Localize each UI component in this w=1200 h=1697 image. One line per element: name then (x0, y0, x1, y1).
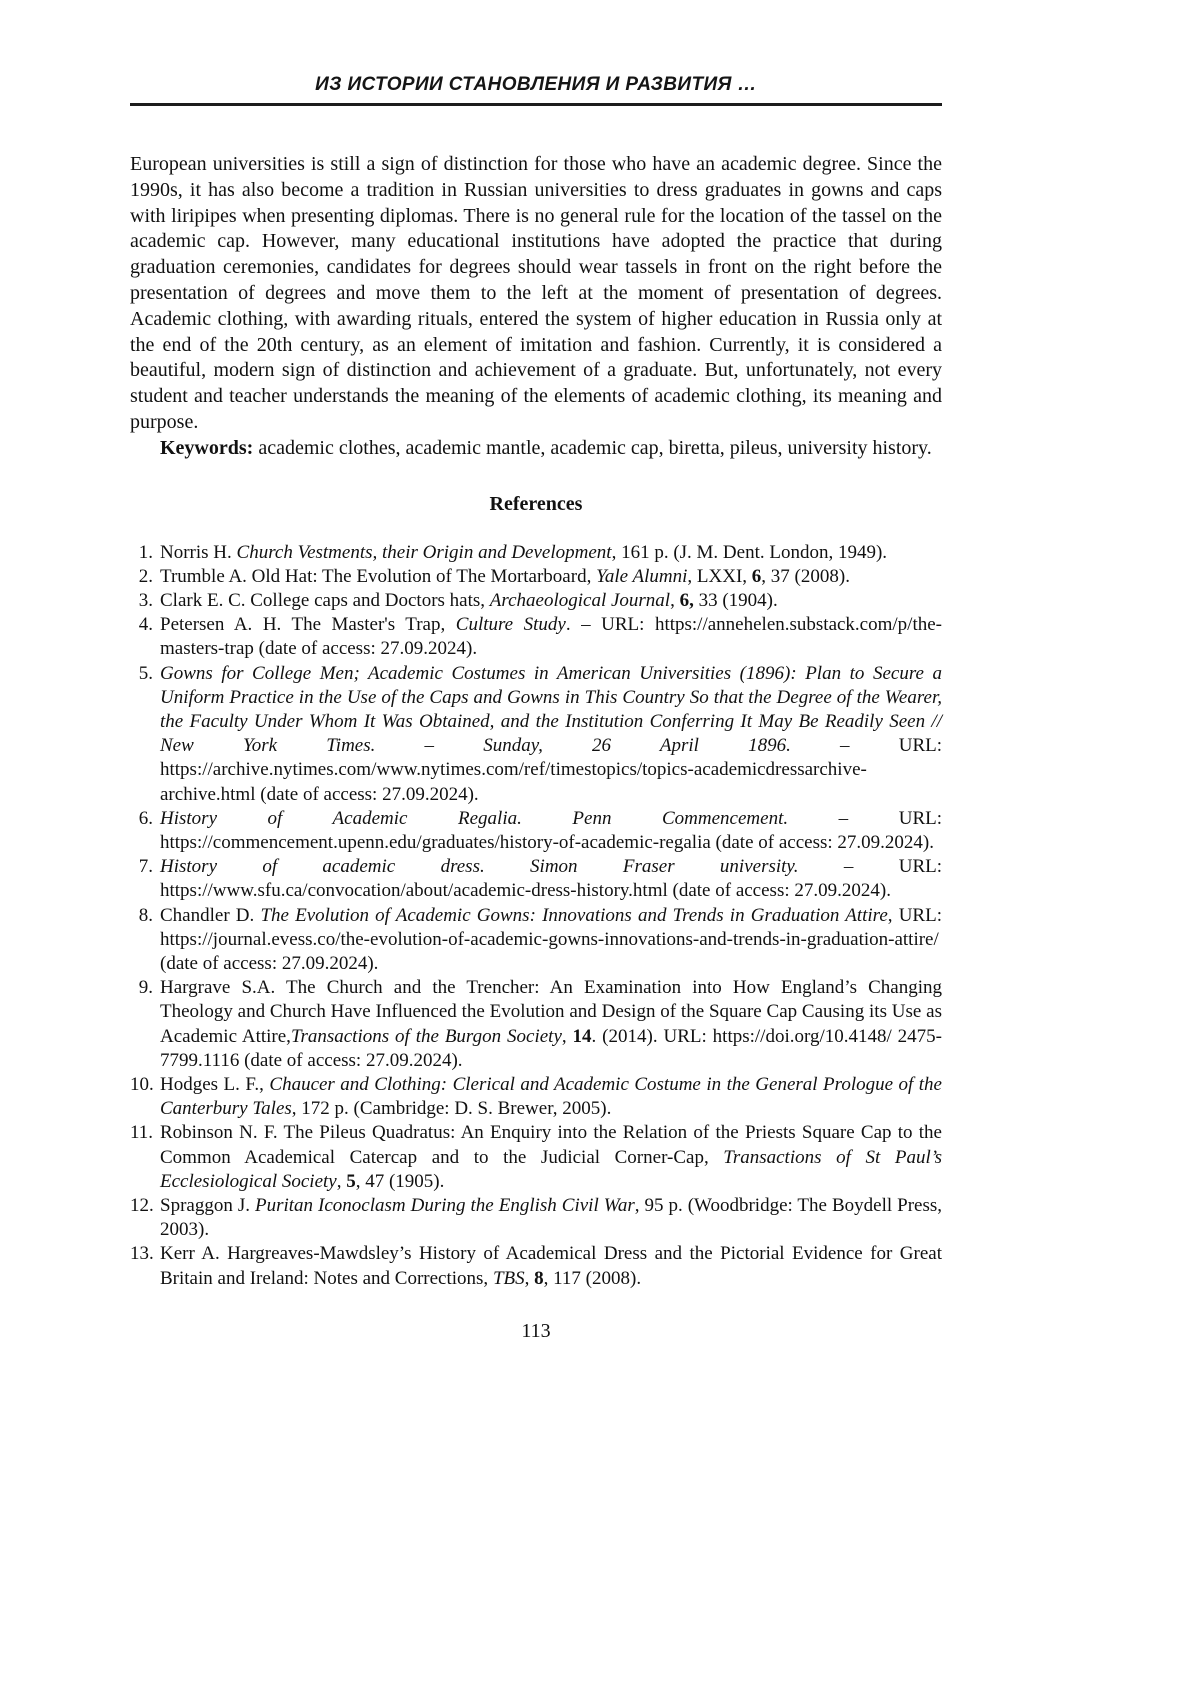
reference-number: 2. (138, 565, 153, 587)
reference-item (130, 613, 942, 661)
reference-text (160, 905, 942, 974)
reference-text (160, 1243, 942, 1288)
reference-item (130, 541, 942, 565)
keywords-text: academic clothes, academic mantle, academic cap, biretta, pileus, university history. (258, 436, 932, 459)
reference-segment: , (524, 1267, 535, 1289)
reference-segment: Chandler D. (160, 904, 261, 926)
reference-segment-italic: Yale Alumni (596, 565, 688, 587)
references-heading: References (489, 492, 583, 515)
reference-text (160, 808, 942, 853)
reference-number: 4. (138, 614, 153, 636)
article-body (130, 152, 942, 462)
reference-text (160, 1195, 942, 1240)
reference-segment: , 161 p. (J. M. Dent. London, 1949). (611, 541, 888, 563)
reference-item (130, 589, 942, 613)
reference-number: 3. (138, 589, 153, 611)
reference-number: 10. (130, 1074, 154, 1096)
reference-item (130, 976, 942, 1073)
reference-segment: Norris H. (160, 541, 237, 563)
keywords-label: Keywords: (160, 436, 254, 459)
reference-segment-italic: Chaucer and Clothing: Clerical and Academic Costume in the General Prologue of the Canterbury Tales (160, 1074, 942, 1120)
reference-segment-italic: The Evolution of Academic Gowns: Innovations and Trends in Graduation Attire (260, 904, 888, 926)
reference-item (130, 807, 942, 855)
reference-text (160, 1074, 942, 1119)
reference-segment-italic: Puritan Iconoclasm During the English Civil War (254, 1195, 635, 1217)
reference-number: 5. (138, 662, 153, 684)
reference-text (160, 1122, 942, 1191)
reference-segment: – URL: https://commencement.upenn.edu/graduates/history-of-academic-regalia (date of access: 27.09.2024). (160, 807, 942, 853)
reference-segment-italic: History of Academic Regalia. Penn Commencement. (160, 807, 789, 829)
reference-segment: 33 (1904). (693, 589, 778, 611)
reference-segment-bold: 6, (679, 589, 694, 611)
reference-segment: , 47 (1905). (355, 1170, 445, 1192)
reference-segment: , 95 p. (Woodbridge: The Boydell Press, 2003). (160, 1195, 942, 1241)
reference-item (130, 662, 942, 807)
reference-segment-bold: 14 (572, 1025, 592, 1047)
header-rule (130, 103, 942, 106)
reference-segment: , 117 (2008). (543, 1267, 642, 1289)
reference-item (130, 565, 942, 589)
reference-number: 13. (130, 1243, 154, 1265)
reference-segment-italic: Gowns for College Men; Academic Costumes in American Universities (1896): Plan to Secure a Uniform Practice in the Use of the Caps and Gowns in This Country So that the Degree of the Wearer, the Faculty Under Whom It Was Obtained, and the Institution Conferring It May Be Readily Seen // New York Times. – Sunday, 26 April 1896. (160, 662, 942, 757)
reference-segment: Kerr A. Hargreaves-Mawdsley’s History of Academical Dress and the Pictorial Evidence for Great Britain and Ireland: Notes and Corrections, (160, 1243, 942, 1289)
reference-segment-italic: History of academic dress. Simon Fraser university. (160, 856, 799, 878)
reference-segment: Robinson N. F. The Pileus Quadratus: An Enquiry into the Relation of the Priests Square Cap to the Common Academical Catercap and to the Judicial Corner-Cap, (160, 1122, 942, 1168)
reference-segment: , (336, 1170, 347, 1192)
reference-number: 6. (138, 807, 153, 829)
reference-number: 12. (130, 1195, 154, 1217)
reference-text (160, 856, 942, 901)
reference-segment: – URL: https://www.sfu.ca/convocation/about/academic-dress-history.html (date of access: 27.09.2024). (160, 856, 942, 902)
reference-segment-bold: 6 (751, 565, 762, 587)
reference-segment: Spraggon J. (160, 1195, 255, 1217)
reference-number: 9. (138, 977, 153, 999)
page-content (130, 0, 942, 1291)
reference-segment-bold: 5 (346, 1170, 356, 1192)
keywords-paragraph (130, 436, 942, 462)
reference-number: 7. (138, 856, 153, 878)
page-number: 113 (521, 1320, 551, 1342)
reference-segment: , 172 p. (Cambridge: D. S. Brewer, 2005). (291, 1098, 612, 1120)
reference-number: 1. (138, 541, 153, 563)
reference-text (160, 542, 887, 563)
reference-segment-italic: TBS (492, 1267, 525, 1289)
reference-segment: , 37 (2008). (761, 565, 850, 587)
reference-text (160, 590, 778, 611)
reference-text (160, 614, 942, 659)
reference-item (130, 1194, 942, 1242)
reference-segment: Hodges L. F., (160, 1074, 270, 1096)
running-header-title: ИЗ ИСТОРИИ СТАНОВЛЕНИЯ И РАЗВИТИЯ … (315, 74, 757, 95)
reference-segment: Petersen A. H. The Master's Trap, (160, 614, 456, 636)
reference-segment: , URL: https://journal.evess.co/the-evolution-of-academic-gowns-innovations-and-trends-in-graduation-attire/ (date of access: 27.09.2024). (160, 904, 942, 975)
reference-segment: Trumble A. Old Hat: The Evolution of The Mortarboard, (160, 565, 597, 587)
reference-item (130, 1242, 942, 1290)
reference-segment-italic: Transactions of the Burgon Society (290, 1025, 562, 1047)
reference-segment-italic: Transactions of St Paul’s Ecclesiological Society (160, 1146, 943, 1192)
reference-number: 8. (138, 904, 153, 926)
reference-item (130, 1073, 942, 1121)
reference-segment-italic: Culture Study (455, 614, 566, 636)
reference-number: 11. (130, 1122, 154, 1144)
reference-segment-italic: Church Vestments, their Origin and Development (236, 541, 612, 563)
reference-segment: . – URL: https://annehelen.substack.com/p/the-masters-trap (date of access: 27.09.2024). (160, 614, 942, 660)
reference-text (160, 977, 942, 1071)
references-list (130, 541, 942, 1291)
reference-item (130, 1121, 942, 1194)
reference-item (130, 904, 942, 977)
reference-item (130, 855, 942, 903)
reference-segment: . (2014). URL: https://doi.org/10.4148/ 2475-7799.1116 (date of access: 27.09.2024). (160, 1025, 942, 1071)
reference-segment: , LXXI, (687, 565, 752, 587)
reference-segment: , (561, 1025, 573, 1047)
reference-segment: Clark E. C. College caps and Doctors hats, (160, 589, 490, 611)
body-paragraph: European universities is still a sign of distinction for those who have an academic degree. Since the 1990s, it has also become a tradition in Russian universities to dress graduates in gowns and caps with liripipes when presenting diplomas. There is no general rule for the location of the tassel on the academic cap. However, many educational institutions have adopted the practice that during graduation ceremonies, candidates for degrees should wear tassels in front on the right before the presentation of degrees and move them to the left at the moment of presentation of degrees. Academic clothing, with awarding rituals, entered the system of higher education in Russia only at the end of the 20th century, as an element of imitation and fashion. Currently, it is considered a beautiful, modern sign of distinction and achievement of a graduate. But, unfortunately, not every student and teacher understands the meaning of the elements of academic clothing, its meaning and purpose. (130, 153, 942, 433)
reference-text (160, 566, 850, 587)
reference-segment: – URL: https://archive.nytimes.com/www.nytimes.com/ref/timestopics/topics-academicdressarchive-archive.html (date of access: 27.09.2024). (160, 735, 943, 805)
reference-segment-italic: Archaeological Journal (489, 589, 671, 611)
reference-segment: Hargrave S.A. The Church and the Trencher: An Examination into How England’s Changing Theology and Church Have Influenced the Evolution and Design of the Square Cap Causing its Use as Academic Attire, (160, 977, 942, 1047)
reference-segment: , (670, 589, 680, 611)
reference-segment-bold: 8 (534, 1267, 544, 1289)
reference-text (160, 663, 942, 805)
